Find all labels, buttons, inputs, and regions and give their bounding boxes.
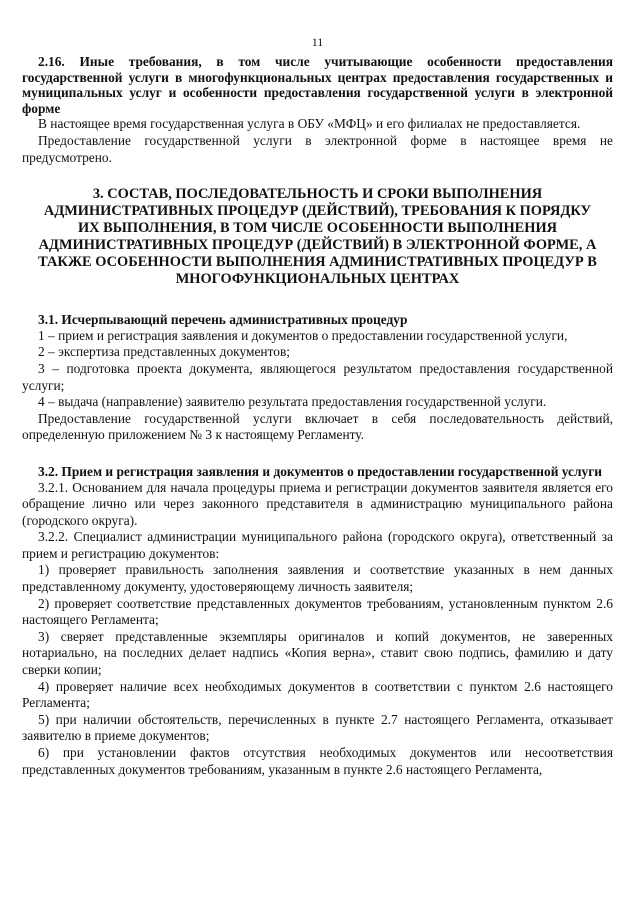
section-3-1-heading: 3.1. Исчерпывающий перечень административных процедур bbox=[38, 312, 408, 328]
section-3-2-paragraph: 6) при установлении фактов отсутствия необходимых документов или несоответствия представленных документов требованиям, указанным в пункте 2.6 настоящего Регламента, bbox=[22, 745, 613, 777]
section-2-16-heading: 2.16. Иные требования, в том числе учитывающие особенности предоставления государственной услуги в многофункциональных центрах предоставления государственных и муниципальных услуг и особенности предоставления государственной услуги в электронной форме bbox=[22, 54, 613, 116]
section-3-2-paragraph: 3) сверяет представленные экземпляры оригиналов и копий документов, не заверенных нотариально, на последних делает надпись «Копия верна», ставит свою подпись, фамилию и дату сверки копии; bbox=[22, 628, 613, 678]
section-3-2-paragraph: 3.2.1. Основанием для начала процедуры приема и регистрации документов заявителя является его обращение лично или через законного представителя в администрацию муниципального района (городского округа). bbox=[22, 479, 613, 528]
section-3-1-paragraph: Предоставление государственной услуги включает в себя последовательность действий, определенную приложением № 3 к настоящему Регламенту. bbox=[22, 410, 613, 443]
section-3-1-paragraph: 1 – прием и регистрация заявления и документов о предоставлении государственной услуги, bbox=[38, 327, 568, 343]
chapter-3-title: 3. СОСТАВ, ПОСЛЕДОВАТЕЛЬНОСТЬ И СРОКИ ВЫПОЛНЕНИЯ АДМИНИСТРАТИВНЫХ ПРОЦЕДУР (ДЕЙСТВИЙ), ТРЕБОВАНИЯ К ПОРЯДКУ ИХ ВЫПОЛНЕНИЯ, В ТОМ ЧИСЛЕ ОСОБЕННОСТИ ВЫПОЛНЕНИЯ АДМИНИСТРАТИВНЫХ ПРОЦЕДУР (ДЕЙСТВИЙ) В ЭЛЕКТРОННОЙ ФОРМЕ, А ТАКЖЕ ОСОБЕННОСТИ ВЫПОЛНЕНИЯ АДМИНИСТРАТИВНЫХ ПРОЦЕДУР В МНОГОФУНКЦИОНАЛЬНЫХ ЦЕНТРАХ bbox=[38, 186, 597, 288]
section-3-1-paragraph: 3 – подготовка проекта документа, являющегося результатом предоставления государственной услуги; bbox=[22, 360, 613, 393]
section-3-1-paragraph: 2 – экспертиза представленных документов; bbox=[38, 344, 291, 360]
section-3-2-paragraph: 1) проверяет правильность заполнения заявления и соответствие указанных в нем данных представленному документу, удостоверяющему личность заявителя; bbox=[22, 562, 613, 595]
section-3-2-paragraph: 4) проверяет наличие всех необходимых документов в соответствии с пунктом 2.6 настоящего Регламента; bbox=[22, 678, 613, 711]
page-number: 11 bbox=[311, 35, 324, 49]
section-3-2-heading: 3.2. Прием и регистрация заявления и документов о предоставлении государственной услуги bbox=[38, 463, 602, 479]
section-3-2-paragraph: 2) проверяет соответствие представленных документов требованиям, установленным пунктом 2.6 настоящего Регламента; bbox=[22, 595, 613, 628]
section-3-2-paragraph: 3.2.2. Специалист администрации муниципального района (городского округа), ответственный за прием и регистрацию документов: bbox=[22, 529, 613, 561]
section-2-16-paragraph: В настоящее время государственная услуга в ОБУ «МФЦ» и его филиалах не предоставляется. bbox=[38, 116, 581, 132]
section-3-2-paragraph: 5) при наличии обстоятельств, перечисленных в пункте 2.7 настоящего Регламента, отказывает заявителю в приеме документов; bbox=[22, 711, 613, 744]
section-3-1-paragraph: 4 – выдача (направление) заявителю результата предоставления государственной услуги. bbox=[38, 394, 547, 410]
section-2-16-paragraph: Предоставление государственной услуги в электронной форме в настоящее время не предусмотрено. bbox=[22, 132, 613, 165]
